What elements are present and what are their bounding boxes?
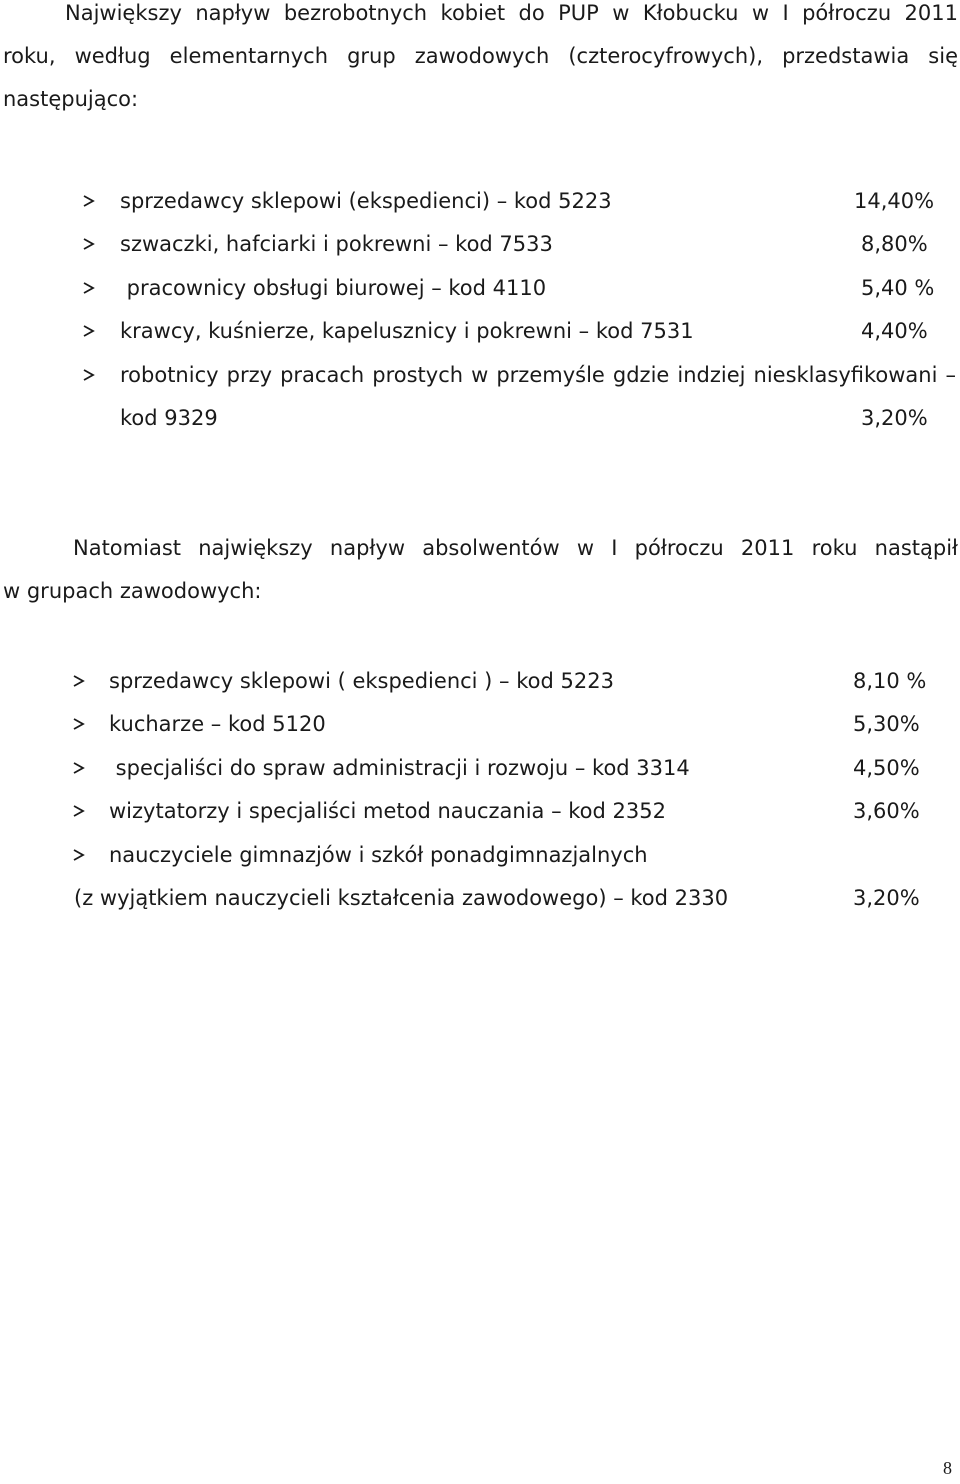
list-item — [0, 666, 960, 696]
list-item — [0, 186, 960, 216]
graduates-line: w grupach zawodowych: — [3, 579, 262, 603]
list-item-value: 4,50% — [853, 756, 920, 780]
list-item — [0, 316, 960, 346]
list-item-value: 3,20% — [853, 886, 920, 910]
arrowhead-icon — [82, 281, 96, 295]
list-item-label: krawcy, kuśnierze, kapelusznicy i pokrewni – kod 7531 — [120, 319, 694, 343]
list-item-label: pracownicy obsługi biurowej – kod 4110 — [120, 276, 547, 300]
arrowhead-icon — [82, 368, 96, 382]
arrowhead-icon — [82, 237, 96, 251]
list-item-continuation — [0, 883, 960, 913]
list-item-label: szwaczki, hafciarki i pokrewni – kod 7533 — [120, 232, 553, 256]
list-item-label: wizytatorzy i specjaliści metod nauczania – kod 2352 — [109, 799, 666, 823]
arrowhead-icon — [82, 324, 96, 338]
graduates-line: Natomiast największy napływ absolwentów w I półroczu 2011 roku nastąpił — [73, 536, 958, 560]
list-item — [0, 709, 960, 739]
intro-line: następująco: — [3, 87, 139, 111]
list-item-value: 3,60% — [853, 799, 920, 823]
graduates-paragraph — [3, 527, 958, 613]
list-item-label: sprzedawcy sklepowi ( ekspedienci ) – kod 5223 — [109, 669, 614, 693]
intro-paragraph — [3, 0, 958, 121]
list-item — [0, 796, 960, 826]
list-item — [0, 753, 960, 783]
list-item — [0, 360, 960, 390]
list-item-value: 5,30% — [853, 712, 920, 736]
list-item-label: specjaliści do spraw administracji i rozwoju – kod 3314 — [109, 756, 690, 780]
arrowhead-icon — [72, 804, 86, 818]
intro-line: Największy napływ bezrobotnych kobiet do PUP w Kłobucku w I półroczu 2011 — [65, 1, 958, 25]
list-item — [0, 840, 960, 870]
arrowhead-icon — [72, 717, 86, 731]
list-item-value: 5,40 % — [861, 276, 935, 300]
list-item-value: 4,40% — [861, 319, 928, 343]
list-item-continuation — [0, 403, 960, 433]
arrowhead-icon — [72, 848, 86, 862]
list-item-code: (z wyjątkiem nauczycieli kształcenia zawodowego) – kod 2330 — [74, 886, 729, 910]
list-item — [0, 229, 960, 259]
list-item-label: nauczyciele gimnazjów i szkół ponadgimnazjalnych — [109, 843, 648, 867]
list-item-label: kucharze – kod 5120 — [109, 712, 326, 736]
list-item — [0, 273, 960, 303]
page-number: 8 — [943, 1458, 952, 1478]
list-item-code: kod 9329 — [120, 406, 218, 430]
list-item-label: robotnicy przy pracach prostych w przemyśle gdzie indziej niesklasyfikowani – — [120, 363, 956, 387]
intro-line: roku, według elementarnych grup zawodowych (czterocyfrowych), przedstawia się — [3, 44, 958, 68]
list-item-label: sprzedawcy sklepowi (ekspedienci) – kod 5223 — [120, 189, 612, 213]
list-item-value: 8,80% — [861, 232, 928, 256]
list-item-value: 14,40% — [854, 189, 935, 213]
arrowhead-icon — [72, 674, 86, 688]
list-item-value: 8,10 % — [853, 669, 927, 693]
arrowhead-icon — [72, 761, 86, 775]
arrowhead-icon — [82, 194, 96, 208]
list-item-value: 3,20% — [861, 406, 928, 430]
